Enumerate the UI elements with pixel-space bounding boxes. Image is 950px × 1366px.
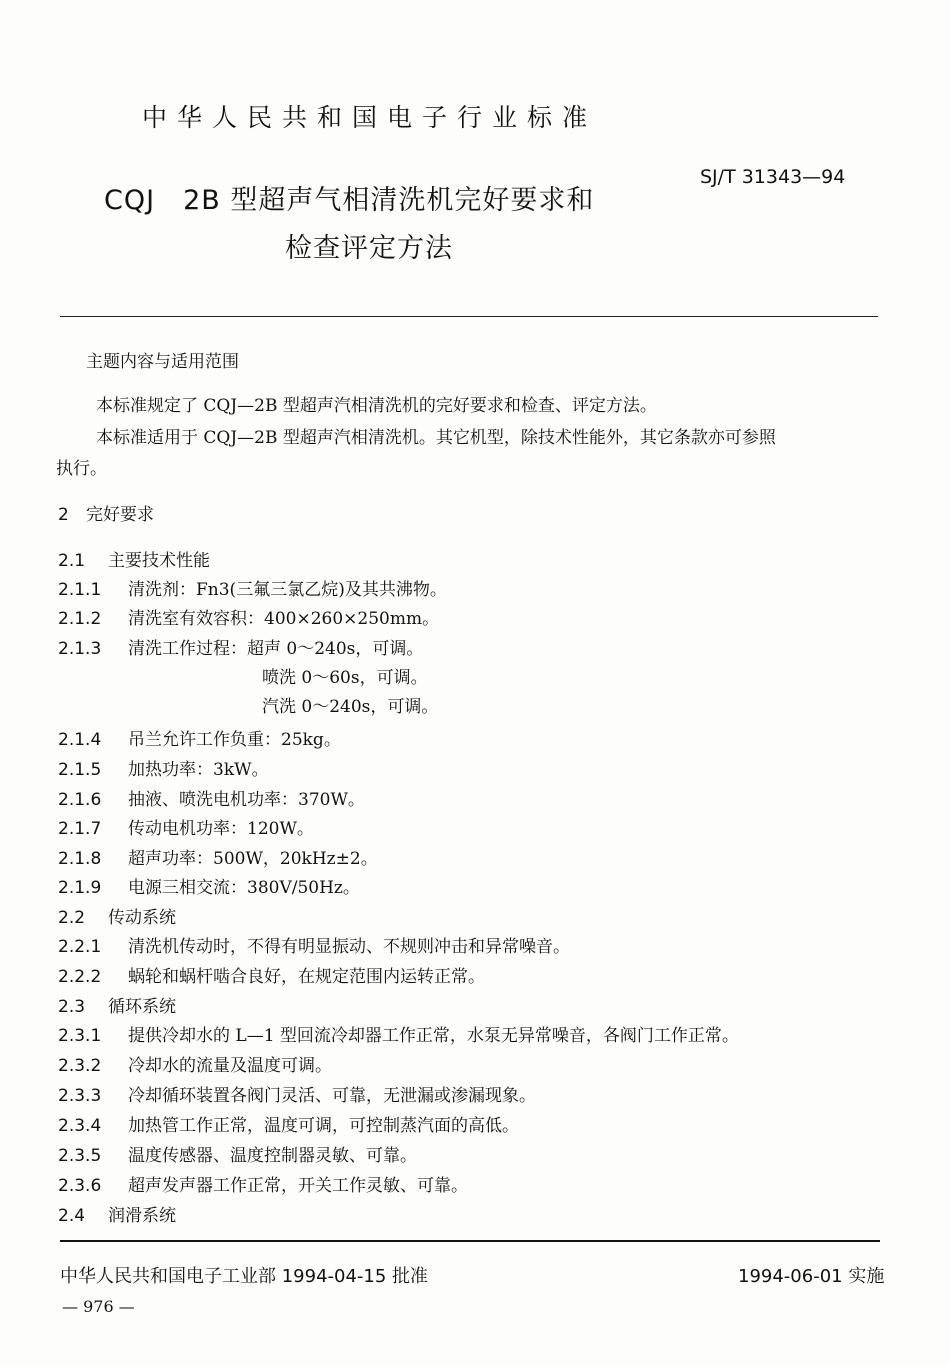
- item-text: 吊兰允许工作负重：25kg。: [128, 730, 341, 750]
- list-item: [58, 785, 365, 810]
- item-number: 2.1.9: [58, 878, 102, 898]
- item-number: 2.3: [58, 997, 86, 1017]
- list-item: [58, 634, 423, 659]
- item-text: 冷却循环装置各阀门灵活、可靠，无泄漏或渗漏现象。: [128, 1086, 536, 1106]
- item-number: 2.3.4: [58, 1116, 102, 1136]
- item-number: 2.3.3: [58, 1086, 102, 1106]
- list-item: [58, 1111, 519, 1136]
- item-number: 2.1.7: [58, 819, 102, 839]
- implementation-date: 1994-06-01 实施: [738, 1266, 885, 1287]
- item-text: 主要技术性能: [108, 551, 210, 571]
- item-number: 2.2: [58, 908, 86, 928]
- list-item: [58, 604, 439, 629]
- item-text: 温度传感器、温度控制器灵敏、可靠。: [128, 1146, 417, 1166]
- footer-divider: [60, 1240, 880, 1242]
- section2-heading: [58, 500, 154, 525]
- section2-title: 完好要求: [86, 505, 154, 525]
- item-text: 电源三相交流：380V/50Hz。: [128, 878, 360, 898]
- item-text: 超声功率：500W，20kHz±2。: [128, 849, 378, 869]
- item-text: 循环系统: [108, 997, 176, 1017]
- list-item: [58, 725, 341, 750]
- item-text: 超声发声器工作正常，开关工作灵敏、可靠。: [128, 1176, 468, 1196]
- item-number: 2.3.5: [58, 1146, 102, 1166]
- item-text: 提供冷却水的 L—1 型回流冷却器工作正常，水泵无异常噪音，各阀门工作正常。: [128, 1026, 739, 1046]
- section1-para2-line2: 执行。: [56, 459, 107, 479]
- section2-number: 2: [58, 505, 69, 525]
- item-text: 清洗机传动时，不得有明显振动、不规则冲击和异常噪音。: [128, 937, 570, 957]
- item-number: 2.2.2: [58, 967, 102, 987]
- item-number: 2.3.2: [58, 1056, 102, 1076]
- item-number: 2.1.2: [58, 609, 102, 629]
- item-number: 2.3.1: [58, 1026, 102, 1046]
- header-divider: [60, 316, 878, 317]
- list-item: [58, 814, 314, 839]
- standard-number: SJ/T 31343—94: [700, 166, 846, 188]
- item-number: 2.1.8: [58, 849, 102, 869]
- list-item: [58, 1051, 332, 1076]
- list-item: [58, 903, 176, 928]
- list-item: [58, 873, 360, 898]
- item-text: 冷却水的流量及温度可调。: [128, 1056, 332, 1076]
- list-item: [58, 1171, 468, 1196]
- list-item-continuation: 喷洗 0～60s，可调。: [262, 668, 428, 688]
- section1-para1: 本标准规定了 CQJ—2B 型超声汽相清洗机的完好要求和检查、评定方法。: [96, 396, 657, 416]
- approval-line: 中华人民共和国电子工业部 1994-04-15 批准: [60, 1266, 429, 1287]
- item-number: 2.1.1: [58, 580, 102, 600]
- list-item: [58, 932, 570, 957]
- list-item: [58, 844, 378, 869]
- org-title: 中华人民共和国电子行业标准: [142, 103, 598, 132]
- item-text: 传动系统: [108, 908, 176, 928]
- item-number: 2.2.1: [58, 937, 102, 957]
- section1-heading: 主题内容与适用范围: [86, 352, 239, 372]
- item-text: 加热管工作正常，温度可调，可控制蒸汽面的高低。: [128, 1116, 519, 1136]
- document-title-line2: 检查评定方法: [285, 233, 453, 264]
- list-item: [58, 1081, 536, 1106]
- item-number: 2.4: [58, 1206, 86, 1226]
- item-text: 加热功率：3kW。: [128, 760, 269, 780]
- item-text: 抽液、喷洗电机功率：370W。: [128, 790, 365, 810]
- item-text: 蜗轮和蜗杆啮合良好，在规定范围内运转正常。: [128, 967, 485, 987]
- item-number: 2.3.6: [58, 1176, 102, 1196]
- list-item: [58, 575, 447, 600]
- list-item: [58, 546, 210, 571]
- document-title-line1: CQJ 2B 型超声气相清洗机完好要求和: [104, 185, 595, 216]
- list-item: [58, 1021, 739, 1046]
- item-text: 润滑系统: [108, 1206, 176, 1226]
- item-text: 清洗室有效容积：400×260×250mm。: [128, 609, 440, 629]
- item-number: 2.1.4: [58, 730, 102, 750]
- list-item: [58, 1201, 176, 1226]
- list-item: [58, 962, 485, 987]
- item-text: 清洗剂：Fn3(三氟三氯乙烷)及其共沸物。: [128, 580, 447, 600]
- item-number: 2.1.3: [58, 639, 102, 659]
- list-item-continuation: 汽洗 0～240s，可调。: [262, 697, 439, 717]
- item-number: 2.1.5: [58, 760, 102, 780]
- item-text: 传动电机功率：120W。: [128, 819, 314, 839]
- list-item: [58, 1141, 417, 1166]
- item-number: 2.1.6: [58, 790, 102, 810]
- list-item: [58, 755, 269, 780]
- list-item: [58, 992, 176, 1017]
- item-text: 清洗工作过程：超声 0～240s，可调。: [128, 639, 424, 659]
- page-number: — 976 —: [62, 1297, 135, 1316]
- section1-para2-line1: 本标准适用于 CQJ—2B 型超声汽相清洗机。其它机型，除技术性能外，其它条款亦可参照: [96, 428, 776, 448]
- item-number: 2.1: [58, 551, 86, 571]
